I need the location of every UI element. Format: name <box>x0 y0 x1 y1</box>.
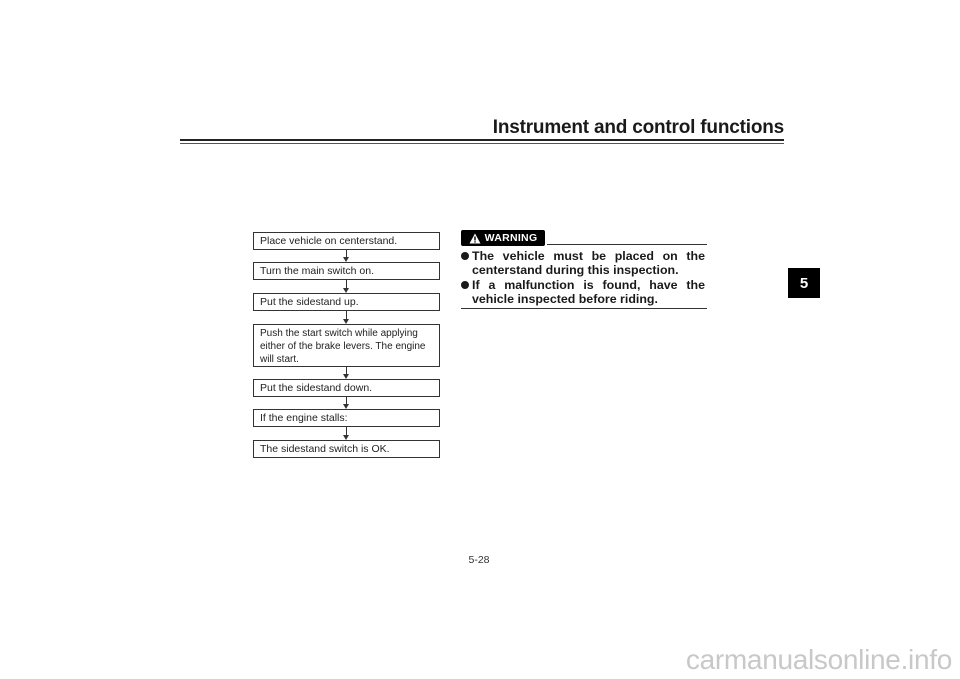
flowchart-step: If the engine stalls: <box>253 409 440 427</box>
chapter-tab: 5 <box>788 268 820 298</box>
warning-item <box>461 249 705 277</box>
watermark: carmanualsonline.info <box>685 644 952 675</box>
page-title: Instrument and control functions <box>492 117 784 138</box>
flowchart-step: Push the start switch while applying either of the brake levers. The engine will start. <box>253 324 440 367</box>
bullet-icon <box>461 252 469 260</box>
flowchart-connector <box>346 427 347 435</box>
warning-item-text: If a malfunction is found, have the vehicle inspected before riding. <box>472 278 705 306</box>
flowchart-connector <box>346 367 347 374</box>
header-rule-thin <box>180 143 784 144</box>
warning-triangle-icon <box>469 233 481 244</box>
flowchart-step: Put the sidestand up. <box>253 293 440 311</box>
flowchart-step: Turn the main switch on. <box>253 262 440 280</box>
flowchart-connector <box>346 250 347 257</box>
warning-badge <box>461 230 545 246</box>
warning-rule-top <box>547 244 707 245</box>
bullet-icon <box>461 281 469 289</box>
warning-item-text: The vehicle must be placed on the centerstand during this inspection. <box>472 249 705 277</box>
warning-item <box>461 278 705 306</box>
warning-label: WARNING <box>484 232 538 244</box>
flowchart-step: The sidestand switch is OK. <box>253 440 440 458</box>
header-rule <box>180 139 784 141</box>
warning-rule-bottom <box>461 308 707 309</box>
warning-list <box>461 249 705 307</box>
flowchart-connector <box>346 311 347 319</box>
flowchart-step: Put the sidestand down. <box>253 379 440 397</box>
flowchart-connector <box>346 397 347 404</box>
flowchart-connector <box>346 280 347 288</box>
page-number: 5-28 <box>468 554 490 566</box>
flowchart-step: Place vehicle on centerstand. <box>253 232 440 250</box>
